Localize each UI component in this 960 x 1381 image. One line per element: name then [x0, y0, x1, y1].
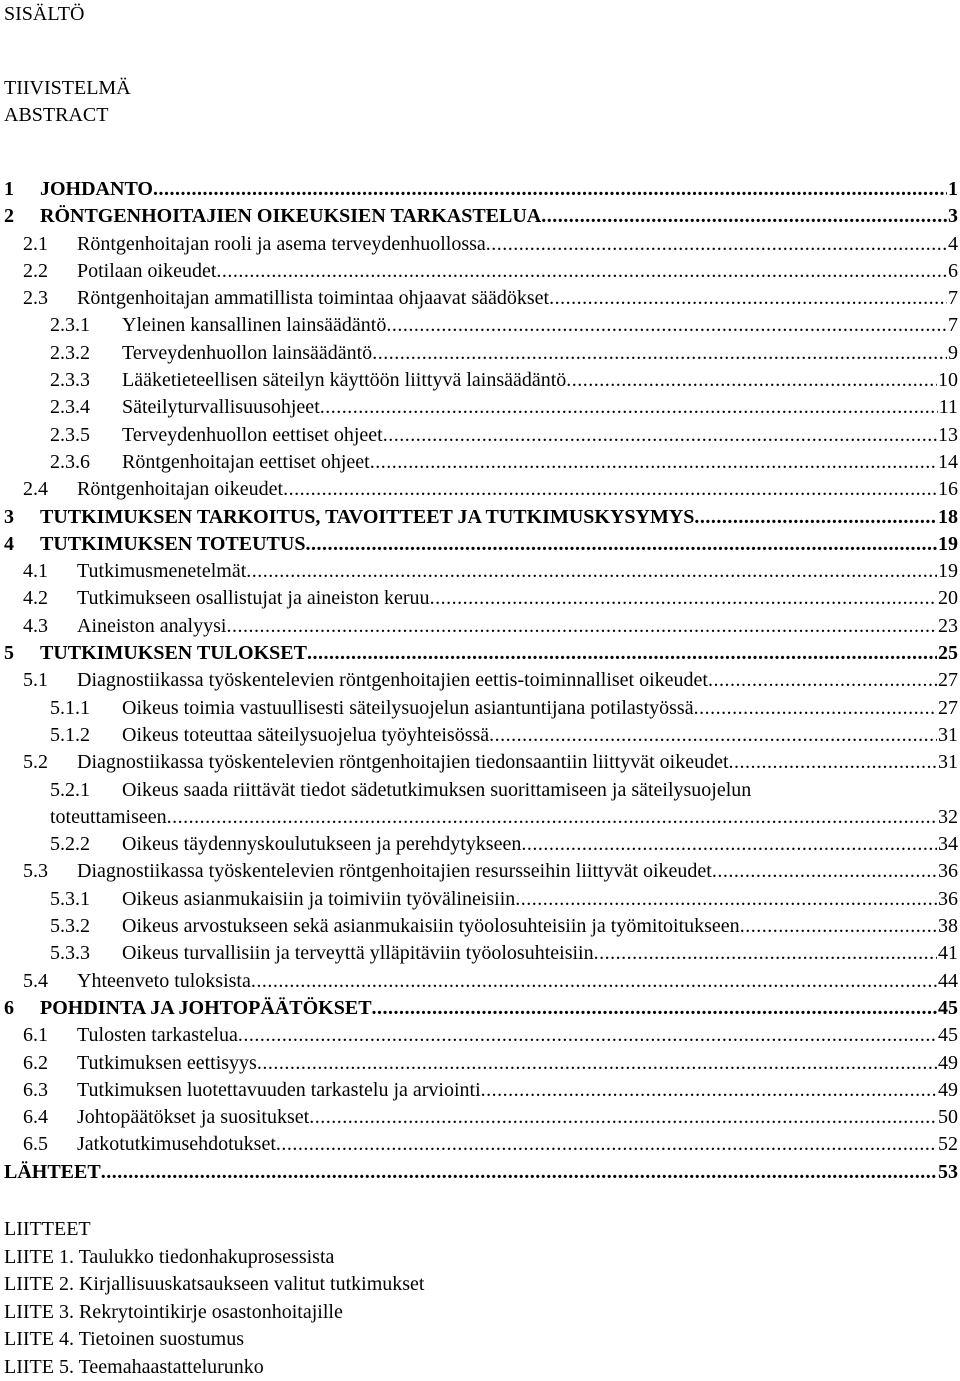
toc-entry-title: Lääketieteellisen säteilyn käyttöön liittyvä lainsäädäntö: [122, 369, 567, 392]
toc-entry-number: 5.2: [23, 751, 48, 774]
dot-leader: [386, 312, 947, 339]
toc-entry-page: 27: [938, 696, 958, 719]
toc-entry-number: 3: [4, 505, 14, 528]
toc-entry-number: 6.1: [23, 1024, 48, 1047]
toc-entry-title: Tulosten tarkastelua: [77, 1024, 238, 1047]
toc-entry[interactable]: [4, 640, 958, 667]
toc-entry[interactable]: [4, 968, 958, 995]
toc-entry[interactable]: [4, 995, 958, 1022]
toc-entry-title: TUTKIMUKSEN TARKOITUS, TAVOITTEET JA TUTKIMUSKYSYMYS: [40, 505, 695, 528]
dot-leader: [549, 285, 947, 312]
toc-entry-page: 36: [938, 887, 958, 910]
toc-entry[interactable]: [4, 940, 958, 967]
toc-entry[interactable]: [4, 340, 958, 367]
abstract-heading-en: ABSTRACT: [4, 104, 109, 126]
toc-entry-number: 2.3.1: [50, 314, 90, 337]
toc-entry-title: JOHDANTO: [40, 178, 153, 200]
toc-entry[interactable]: [4, 422, 958, 449]
toc-entry-page: 53: [938, 1160, 958, 1183]
toc-entry-title: Tutkimukseen osallistujat ja aineiston keruu: [77, 587, 430, 610]
toc-entry[interactable]: [4, 558, 958, 585]
toc-entry-title: Oikeus asianmukaisiin ja toimiviin työvälineisiin: [122, 887, 516, 910]
toc-entry-title: Diagnostiikassa työskentelevien röntgenhoitajien resursseihin liittyvät oikeudet: [77, 860, 712, 883]
dot-leader: [515, 886, 937, 913]
toc-entry[interactable]: [4, 1077, 958, 1104]
toc-entry-page: 32: [938, 805, 958, 828]
dot-leader: [383, 422, 937, 449]
dot-leader: [372, 340, 947, 367]
toc-entry-number: 2.1: [23, 232, 48, 255]
dot-leader: [167, 804, 937, 831]
toc-entry-page: 20: [938, 587, 958, 610]
toc-entry[interactable]: [4, 804, 958, 831]
toc-entry-number: 2.4: [23, 478, 48, 501]
dot-leader: [216, 258, 947, 285]
toc-entry-page: 7: [948, 314, 958, 337]
toc-entry-number: 5.3: [23, 860, 48, 883]
toc-entry-title: Terveydenhuollon lainsäädäntö: [122, 341, 373, 364]
toc-entry-number: 4.3: [23, 614, 48, 637]
toc-entry-page: 45: [938, 996, 958, 1019]
appendix-item: LIITE 5. Teemahaastattelurunko: [4, 1356, 264, 1378]
toc-entry-page: 27: [938, 669, 958, 692]
toc-entry[interactable]: [4, 1104, 958, 1131]
toc-entry-page: 19: [938, 560, 958, 583]
toc-entry-title: Oikeus toimia vastuullisesti säteilysuojelun asiantuntijana potilastyössä: [122, 696, 694, 719]
dot-leader: [594, 940, 937, 967]
appendix-item: LIITE 1. Taulukko tiedonhakuprosessista: [4, 1246, 335, 1268]
toc-entry-number: 5.3.1: [50, 887, 90, 910]
toc-entry-page: 25: [938, 642, 958, 665]
toc-entry-title: toteuttamiseen: [50, 805, 167, 828]
dot-leader: [694, 504, 937, 531]
toc-entry-title: Säteilyturvallisuusohjeet: [122, 396, 320, 419]
toc-entry-number: 6.3: [23, 1078, 48, 1101]
toc-entry-page: 1: [948, 178, 958, 200]
toc-entry-title: TUTKIMUKSEN TULOKSET: [40, 642, 307, 665]
toc-entry-title: Tutkimuksen eettisyys: [77, 1051, 257, 1074]
toc-entry-number: 5.1: [23, 669, 48, 692]
toc-entry-title: Jatkotutkimusehdotukset: [77, 1133, 276, 1156]
dot-leader: [712, 858, 937, 885]
toc-entry-title: Johtopäätökset ja suositukset: [77, 1106, 310, 1129]
dot-leader: [305, 531, 937, 558]
toc-entry-number: 2.3.5: [50, 423, 90, 446]
dot-leader: [307, 640, 937, 667]
toc-entry-page: 49: [938, 1078, 958, 1101]
dot-leader: [309, 1104, 937, 1131]
toc-entry-title: Röntgenhoitajan rooli ja asema terveydenhuollossa: [77, 232, 486, 255]
toc-entry-number: 1: [4, 178, 14, 200]
page-title: SISÄLTÖ: [4, 3, 85, 25]
toc-entry-page: 50: [938, 1106, 958, 1129]
toc-entry-title: RÖNTGENHOITAJIEN OIKEUKSIEN TARKASTELUA: [40, 205, 542, 228]
toc-entry-title: Yleinen kansallinen lainsäädäntö: [122, 314, 387, 337]
toc-entry-number: 4.1: [23, 560, 48, 583]
table-of-contents: [4, 176, 958, 1186]
toc-entry-number: 6.4: [23, 1106, 48, 1129]
toc-entry-page: 44: [938, 969, 958, 992]
toc-entry[interactable]: [4, 886, 958, 913]
toc-entry-number: 2.3.3: [50, 369, 90, 392]
toc-entry-page: 36: [938, 860, 958, 883]
dot-leader: [740, 913, 937, 940]
dot-leader: [370, 449, 937, 476]
dot-leader: [708, 667, 937, 694]
toc-entry-title: Potilaan oikeudet: [77, 259, 217, 282]
appendices-heading: LIITTEET: [4, 1218, 91, 1240]
toc-entry-title: Oikeus turvallisiin ja terveyttä ylläpitäviin työolosuhteisiin: [122, 942, 594, 965]
toc-entry-number: 5.2.2: [50, 833, 90, 856]
toc-entry-number: 4: [4, 532, 14, 555]
toc-entry-title: Röntgenhoitajan eettiset ohjeet: [122, 450, 370, 473]
toc-entry[interactable]: [4, 858, 958, 885]
toc-entry[interactable]: [4, 504, 958, 531]
toc-entry-page: 4: [948, 232, 958, 255]
toc-entry[interactable]: [4, 1050, 958, 1077]
dot-leader: [238, 1022, 937, 1049]
dot-leader: [101, 1159, 937, 1186]
toc-entry-page: 18: [938, 505, 958, 528]
toc-entry-number: 6: [4, 996, 14, 1019]
toc-entry[interactable]: [4, 1022, 958, 1049]
dot-leader: [283, 476, 937, 503]
toc-entry-page: 6: [948, 259, 958, 282]
toc-entry-title: Röntgenhoitajan ammatillista toimintaa ohjaavat säädökset: [77, 287, 550, 310]
toc-entry[interactable]: [4, 367, 958, 394]
dot-leader: [566, 367, 937, 394]
dot-leader: [257, 1050, 937, 1077]
toc-entry-number: 5.2.1: [50, 778, 90, 801]
dot-leader: [521, 831, 937, 858]
toc-entry-number: 2.3.2: [50, 341, 90, 364]
toc-entry[interactable]: [4, 722, 958, 749]
appendix-item: LIITE 3. Rekrytointikirje osastonhoitajille: [4, 1301, 343, 1323]
toc-entry-title: Aineiston analyysi: [77, 614, 227, 637]
toc-entry[interactable]: [4, 258, 958, 285]
toc-entry[interactable]: [4, 176, 958, 203]
abstract-heading-fi: TIIVISTELMÄ: [4, 77, 131, 99]
toc-entry-number: 6.2: [23, 1051, 48, 1074]
toc-entry-number: 5: [4, 642, 14, 665]
toc-entry-page: 49: [938, 1051, 958, 1074]
dot-leader: [276, 1131, 937, 1158]
toc-entry[interactable]: [4, 777, 958, 804]
toc-entry-page: 23: [938, 614, 958, 637]
toc-entry-page: 34: [938, 833, 958, 856]
toc-entry-number: 6.5: [23, 1133, 48, 1156]
toc-entry-page: 45: [938, 1024, 958, 1047]
toc-entry[interactable]: [4, 695, 958, 722]
toc-entry-title: Terveydenhuollon eettiset ohjeet: [122, 423, 383, 446]
appendix-item: LIITE 4. Tietoinen suostumus: [4, 1328, 245, 1350]
toc-entry[interactable]: [4, 394, 958, 421]
toc-entry-title: Yhteenveto tuloksista: [77, 969, 251, 992]
toc-entry[interactable]: [4, 585, 958, 612]
toc-entry-title: Oikeus toteuttaa säteilysuojelua työyhteisössä: [122, 723, 490, 746]
dot-leader: [153, 176, 947, 203]
toc-entry[interactable]: [4, 913, 958, 940]
toc-entry-number: 2.3: [23, 287, 48, 310]
toc-entry-title: Oikeus täydennyskoulutukseen ja perehdytykseen: [122, 833, 522, 856]
appendix-item: LIITE 2. Kirjallisuuskatsaukseen valitut tutkimukset: [4, 1273, 425, 1295]
toc-entry[interactable]: [4, 749, 958, 776]
toc-entry-title: Oikeus saada riittävät tiedot sädetutkimuksen suorittamiseen ja säteilysuojelun: [122, 778, 752, 801]
toc-entry-number: 2.2: [23, 259, 48, 282]
dot-leader: [320, 394, 938, 421]
dot-leader: [541, 203, 947, 230]
toc-entry-title: Diagnostiikassa työskentelevien röntgenhoitajien tiedonsaantiin liittyvät oikeudet: [77, 751, 729, 774]
toc-entry[interactable]: [4, 831, 958, 858]
toc-entry[interactable]: [4, 1159, 958, 1186]
toc-entry-number: 5.3.3: [50, 942, 90, 965]
toc-entry[interactable]: [4, 476, 958, 503]
dot-leader: [486, 231, 947, 258]
toc-entry[interactable]: [4, 667, 958, 694]
toc-entry-number: 5.3.2: [50, 915, 90, 938]
dot-leader: [481, 1077, 937, 1104]
toc-entry-page: 41: [938, 942, 958, 965]
toc-entry-page: 7: [948, 287, 958, 310]
dot-leader: [246, 558, 937, 585]
toc-entry[interactable]: [4, 613, 958, 640]
dot-leader: [430, 585, 937, 612]
toc-entry-title: POHDINTA JA JOHTOPÄÄTÖKSET: [40, 996, 372, 1019]
toc-entry[interactable]: [4, 531, 958, 558]
dot-leader: [251, 968, 937, 995]
toc-entry-number: 4.2: [23, 587, 48, 610]
toc-entry-page: 38: [938, 915, 958, 938]
toc-entry-number: 5.1.2: [50, 723, 90, 746]
toc-entry-number: 2.3.4: [50, 396, 90, 419]
toc-entry[interactable]: [4, 285, 958, 312]
toc-entry[interactable]: [4, 231, 958, 258]
dot-leader: [694, 695, 937, 722]
toc-entry-page: 31: [938, 723, 958, 746]
toc-entry-page: 16: [938, 478, 958, 501]
toc-entry-title: Diagnostiikassa työskentelevien röntgenhoitajien eettis-toiminnalliset oikeudet: [77, 669, 708, 692]
toc-entry-number: 5.4: [23, 969, 48, 992]
toc-entry-page: 10: [938, 369, 958, 392]
toc-entry-number: 2.3.6: [50, 450, 90, 473]
toc-entry-page: 13: [938, 423, 958, 446]
toc-entry-number: 2: [4, 205, 14, 228]
dot-leader: [489, 722, 937, 749]
toc-entry[interactable]: [4, 203, 958, 230]
toc-entry-title: Oikeus arvostukseen sekä asianmukaisiin työolosuhteisiin ja työmitoitukseen: [122, 915, 740, 938]
dot-leader: [226, 613, 937, 640]
dot-leader: [729, 749, 937, 776]
toc-entry[interactable]: [4, 449, 958, 476]
toc-entry-number: 5.1.1: [50, 696, 90, 719]
toc-entry-title: Tutkimuksen luotettavuuden tarkastelu ja arviointi: [77, 1078, 481, 1101]
toc-entry-page: 31: [938, 751, 958, 774]
toc-entry-title: LÄHTEET: [4, 1160, 101, 1183]
toc-entry-page: 14: [938, 450, 958, 473]
toc-entry[interactable]: [4, 312, 958, 339]
toc-entry-title: TUTKIMUKSEN TOTEUTUS: [40, 532, 306, 555]
toc-entry-page: 9: [948, 341, 958, 364]
toc-entry-page: 3: [948, 205, 958, 228]
toc-entry-title: Tutkimusmenetelmät: [77, 560, 247, 583]
toc-entry-page: 52: [938, 1133, 958, 1156]
dot-leader: [372, 995, 937, 1022]
toc-entry-page: 19: [938, 532, 958, 555]
toc-entry[interactable]: [4, 1131, 958, 1158]
toc-entry-page: 11: [938, 396, 958, 419]
toc-entry-title: Röntgenhoitajan oikeudet: [77, 478, 284, 501]
